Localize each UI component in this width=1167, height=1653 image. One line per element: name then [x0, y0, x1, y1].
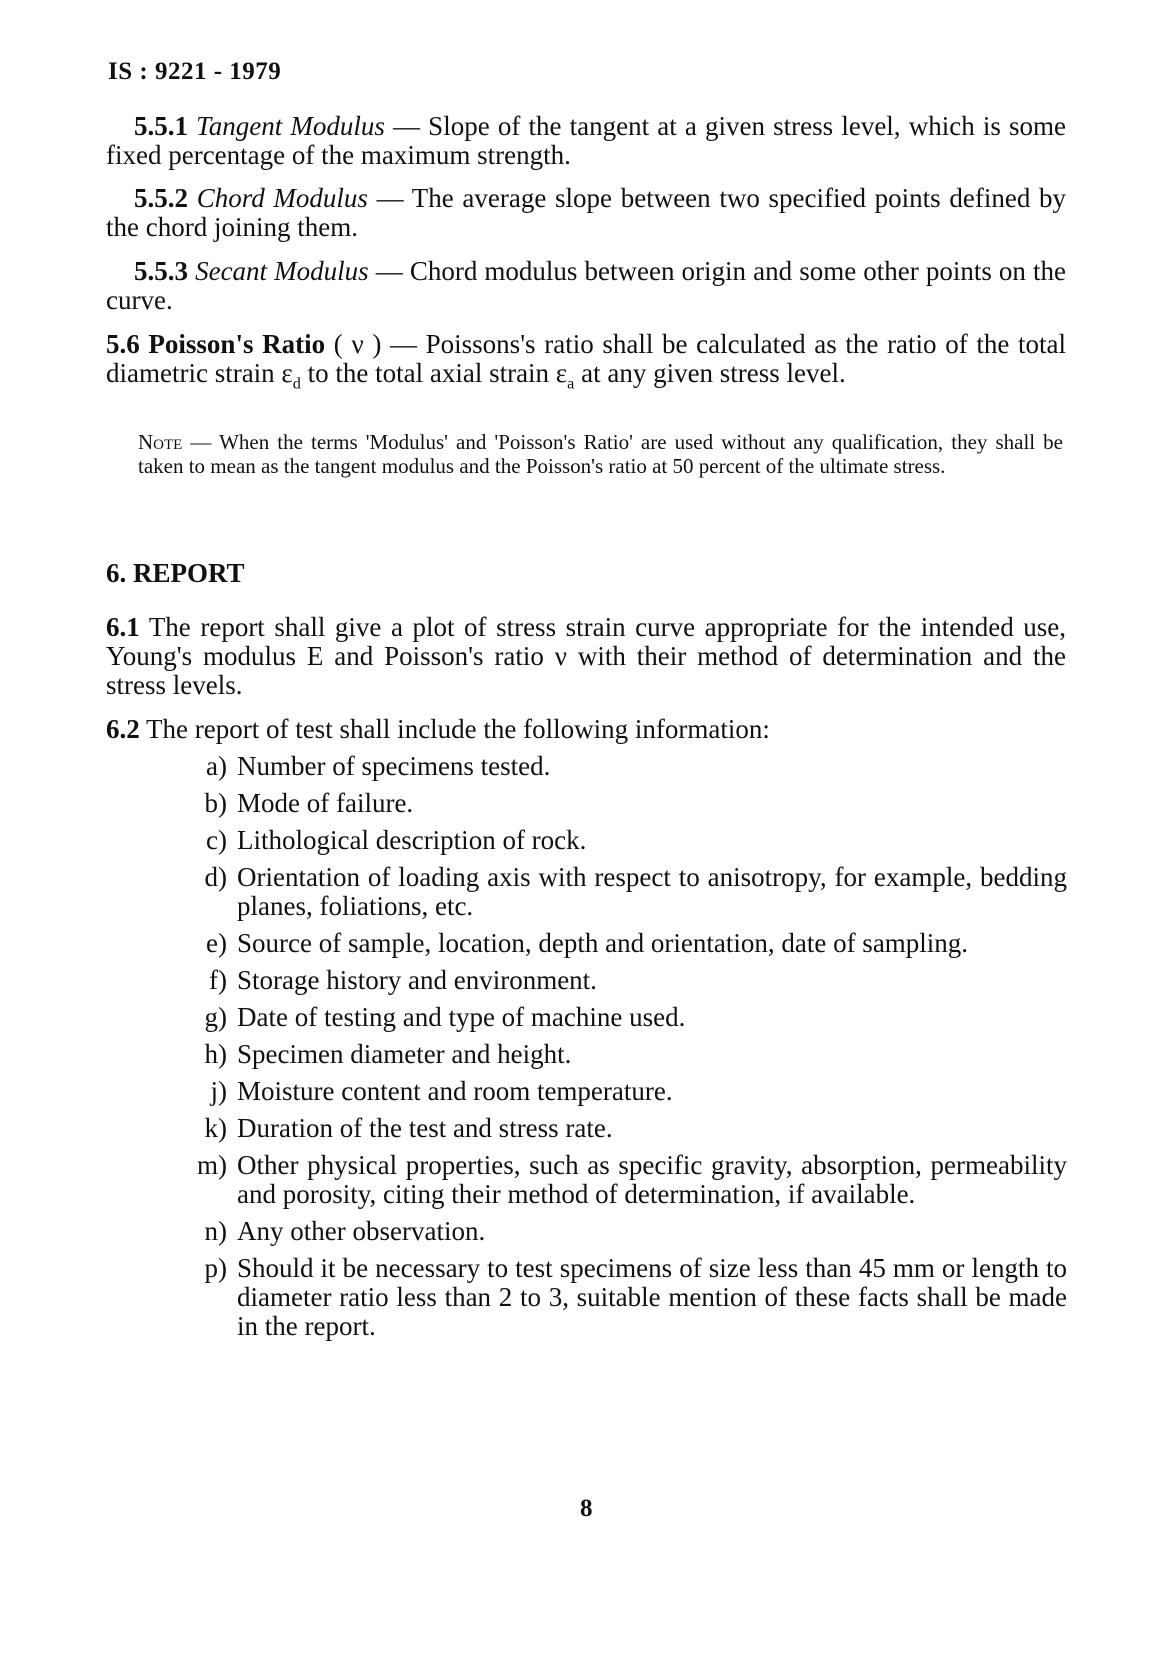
list-item [165, 1040, 1067, 1069]
list-item [165, 966, 1067, 995]
list-item-key: e) [206, 928, 227, 958]
clause-number: 5.5.3 [134, 256, 188, 286]
list-item-text: Should it be necessary to test specimens of size less than 45 mm or length to diameter ratio less than 2 to 3, suitable mention of these facts shall be made in the report. [237, 1253, 1067, 1341]
clause-term: Secant Modulus [195, 256, 369, 286]
clause-text: The report shall give a plot of stress strain curve appropriate for the intended use, Young's modulus E and Poisson's ratio ν with their method of determination and the stress levels. [106, 612, 1066, 700]
list-item-text: Number of specimens tested. [237, 751, 551, 781]
clause-number: 5.6 [106, 329, 140, 359]
list-item [165, 1151, 1067, 1209]
clause-text: The report of test shall include the following information: [139, 714, 770, 744]
list-item [165, 1254, 1067, 1341]
document-id: IS : 9221 - 1979 [108, 58, 282, 85]
list-item-key: b) [204, 788, 227, 818]
subscript-d: d [292, 374, 301, 393]
clause-5-5-2 [106, 184, 1066, 242]
clause-term: Tangent Modulus [196, 111, 385, 141]
list-item-text: Mode of failure. [237, 788, 414, 818]
note-text: — When the terms 'Modulus' and 'Poisson's Ratio' are used without any qualification, they shall be taken to mean as the tangent modulus and the Poisson's ratio at 50 percent of the ultimate stress. [138, 430, 1063, 478]
list-item-text: Specimen diameter and height. [237, 1039, 572, 1069]
list-item [165, 1217, 1067, 1246]
list-item [165, 1114, 1067, 1143]
list-item-key: g) [204, 1002, 227, 1032]
list-item-text: Storage history and environment. [237, 965, 597, 995]
list-item [165, 789, 1067, 818]
list-item-key: n) [204, 1216, 227, 1246]
clause-number: 6.1 [106, 612, 140, 642]
clause-symbol: ( ν ) [325, 329, 390, 359]
list-item-key: f) [209, 965, 227, 995]
list-item-text: Duration of the test and stress rate. [237, 1113, 613, 1143]
clause-term: Poisson's Ratio [148, 329, 326, 359]
clause-number: 5.5.2 [134, 183, 188, 213]
clause-5-5-3 [106, 257, 1066, 315]
section-heading: 6. REPORT [106, 558, 245, 588]
list-item-key: p) [204, 1253, 227, 1283]
clause-5-6 [106, 330, 1066, 398]
clause-6-1 [106, 613, 1066, 700]
clause-term: Chord Modulus [196, 183, 368, 213]
clause-text: to the total axial strain ε [300, 358, 568, 388]
list-item-text: Date of testing and type of machine used. [237, 1002, 686, 1032]
clause-text: at any given stress level. [574, 358, 846, 388]
note-block [138, 430, 1063, 478]
clause-text: — Poissons's ratio shall be calculated as the ratio of the total diametric strain ε [106, 329, 1067, 388]
clause-6-2 [106, 715, 1066, 744]
list-item-key: a) [206, 751, 227, 781]
list-item [165, 1077, 1067, 1106]
clause-number: 5.5.1 [134, 111, 188, 141]
list-item [165, 1003, 1067, 1032]
list-item-text: Lithological description of rock. [237, 825, 587, 855]
list-item-text: Orientation of loading axis with respect to anisotropy, for example, bedding planes, foliations, etc. [237, 862, 1067, 921]
clause-number: 6.2 [106, 714, 140, 744]
clause-text: — Chord modulus between origin and some other points on the curve. [106, 256, 1066, 315]
list-item-key: c) [206, 825, 227, 855]
note-label: Note [138, 430, 183, 454]
list-item-key: m) [197, 1150, 227, 1180]
list-item-key: j) [210, 1076, 227, 1106]
list-item-text: Other physical properties, such as specific gravity, absorption, permeability and porosity, citing their method of determination, if available. [237, 1150, 1067, 1209]
list-item [165, 826, 1067, 855]
list-item-key: k) [204, 1113, 227, 1143]
list-item [165, 863, 1067, 921]
list-item-key: h) [204, 1039, 227, 1069]
list-item-text: Any other observation. [237, 1216, 486, 1246]
clause-text: — Slope of the tangent at a given stress level, which is some fixed percentage of the maximum strength. [106, 111, 1067, 170]
clause-5-5-1 [106, 112, 1066, 170]
list-item-text: Source of sample, location, depth and orientation, date of sampling. [237, 928, 969, 958]
clause-text: — The average slope between two specified points defined by the chord joining them. [106, 183, 1066, 242]
page-number: 8 [580, 1495, 593, 1522]
list-item-key: d) [204, 862, 227, 892]
information-list [165, 752, 1067, 1349]
list-item [165, 929, 1067, 958]
subscript-a: a [567, 374, 575, 393]
list-item-text: Moisture content and room temperature. [237, 1076, 673, 1106]
list-item [165, 752, 1067, 781]
